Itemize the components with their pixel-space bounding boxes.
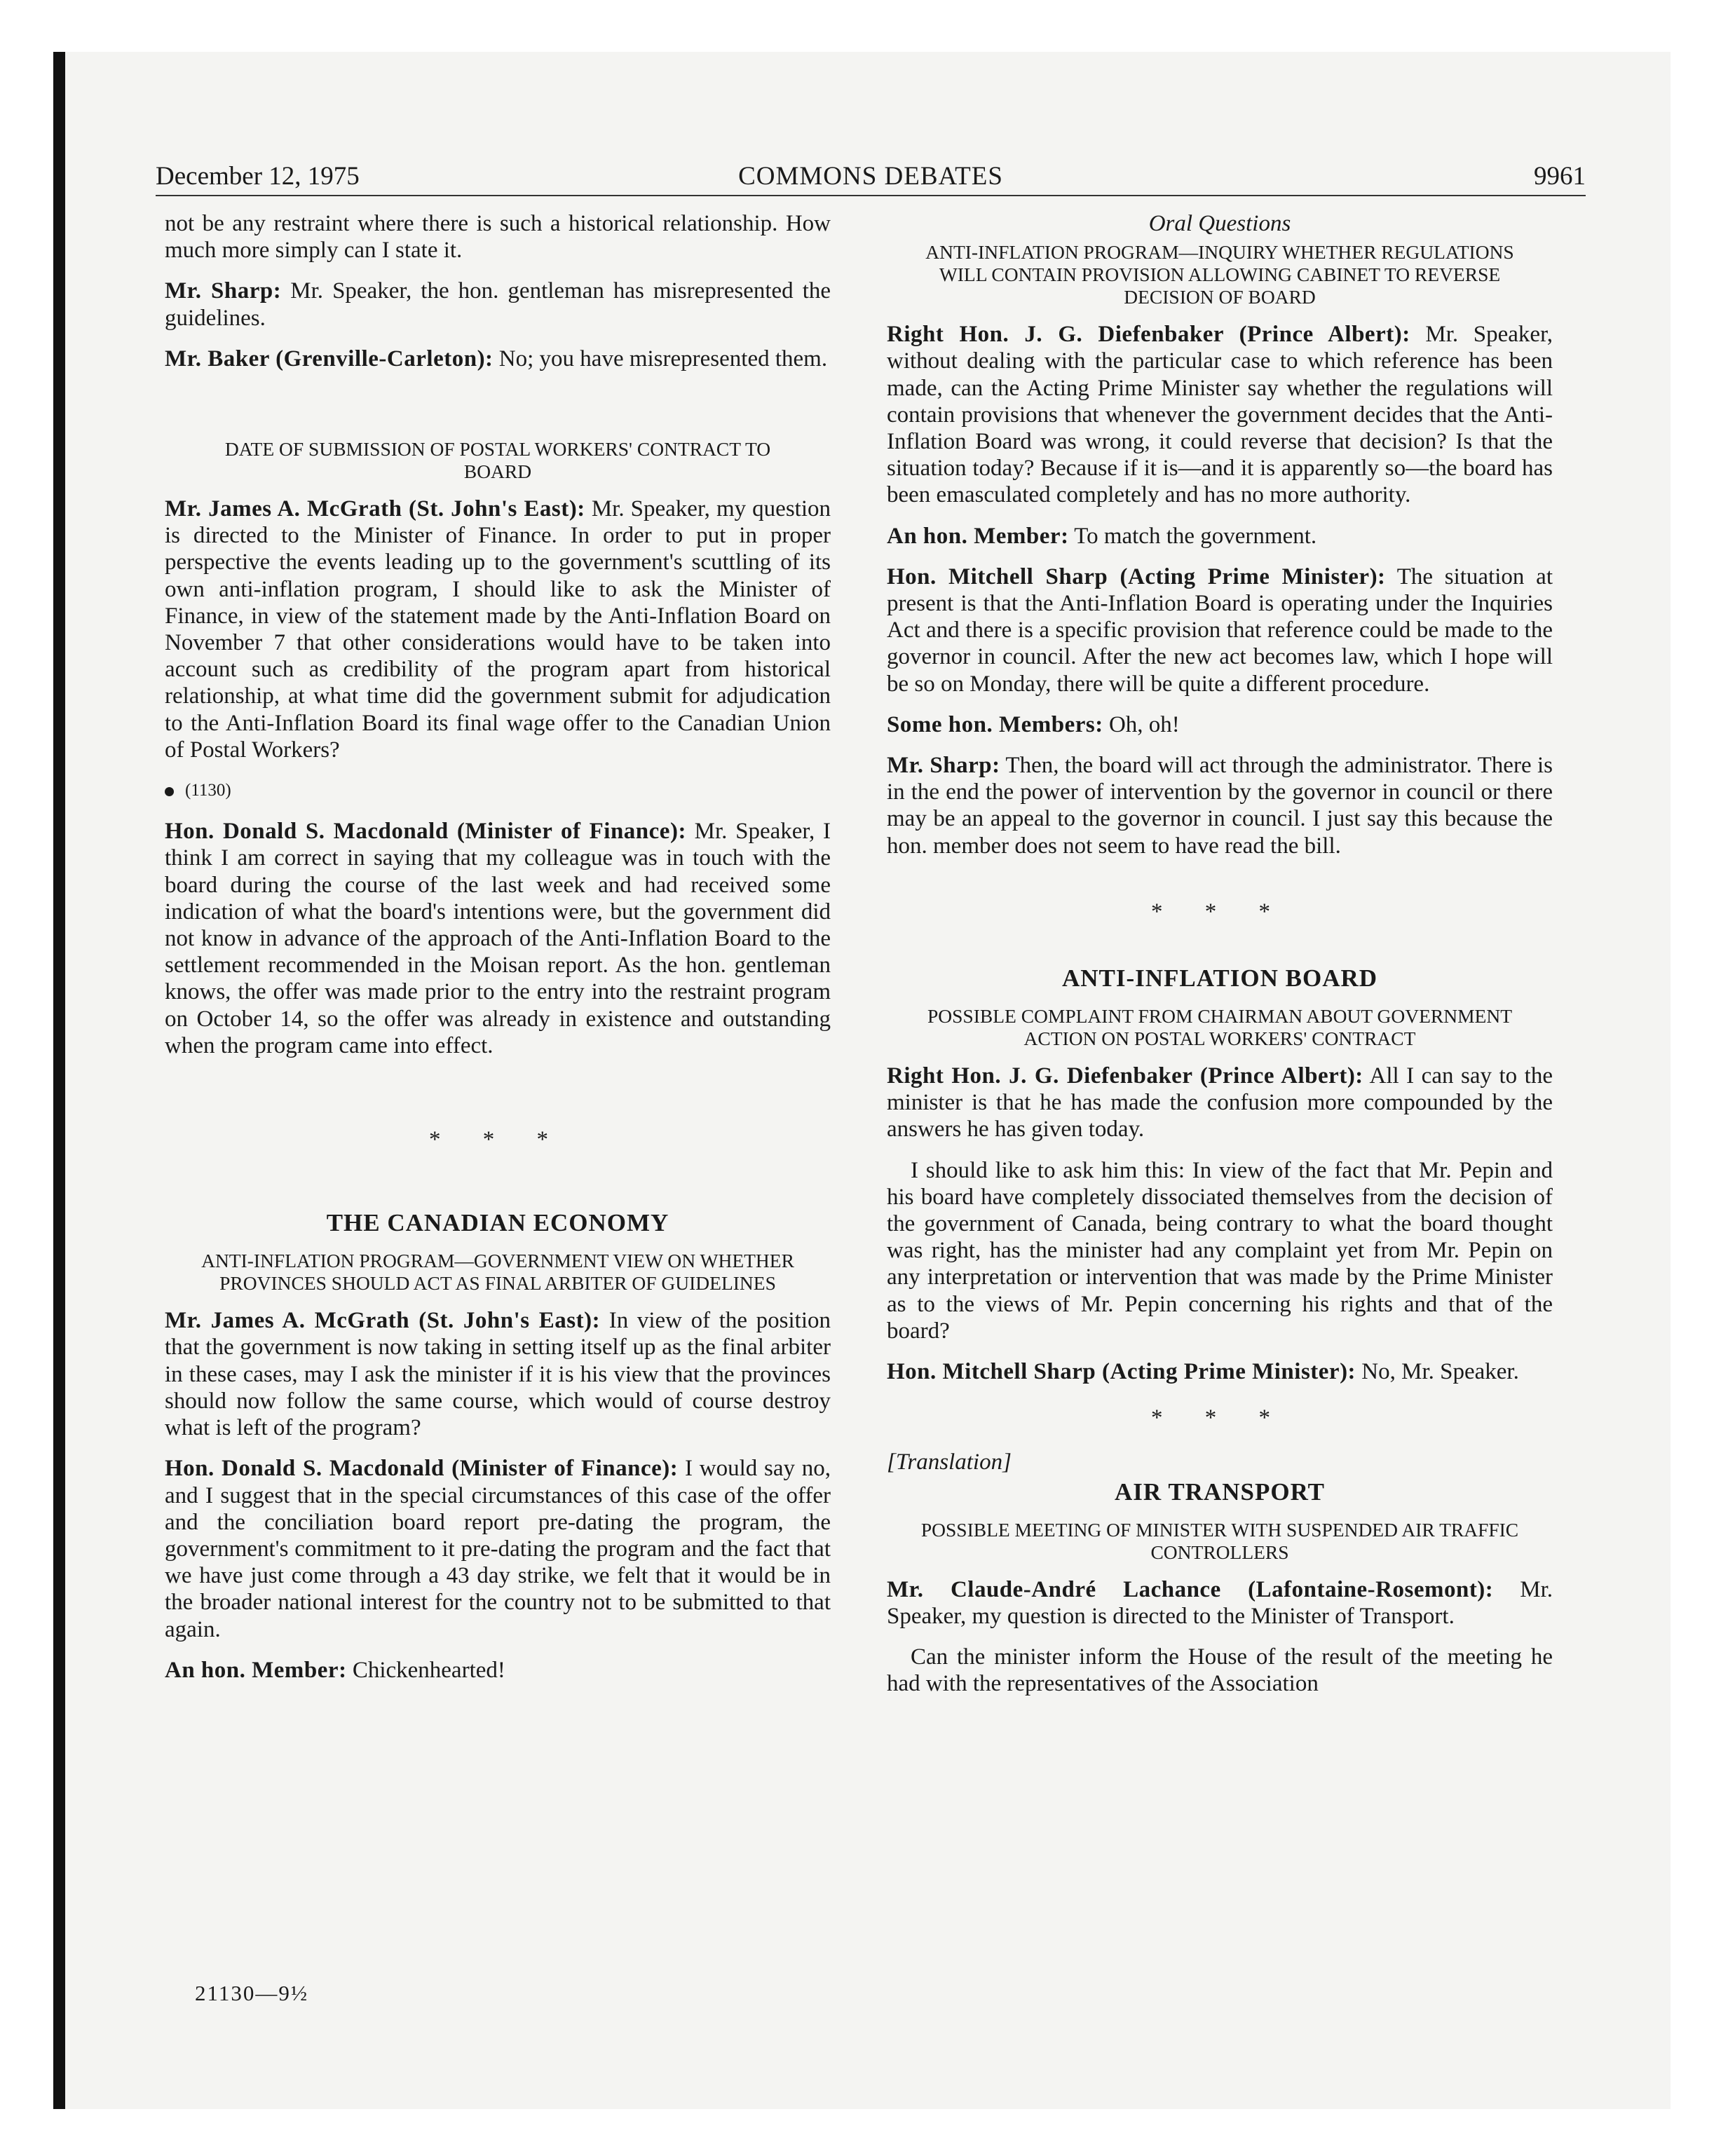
right-column bbox=[887, 210, 1553, 1712]
paragraph bbox=[165, 278, 831, 331]
paragraph bbox=[887, 1157, 1553, 1344]
time-marker-text: (1130) bbox=[185, 781, 231, 800]
paragraph bbox=[165, 346, 831, 372]
paragraph bbox=[165, 818, 831, 1059]
paragraph bbox=[887, 564, 1553, 697]
paragraph-text: Can the minister inform the House of the result of the meeting he had with the representatives of the Association bbox=[887, 1644, 1553, 1697]
paragraph-text: Mr. Speaker, I think I am correct in saying that my colleague was in touch with the board during the course of the last week and had received some indication of what the board's intentions were, but the government did not know in advance of the approach of the Anti-Inflation Board to the settlement recommended in the Moisan report. As the hon. gentleman knows, the offer was made prior to the entry into the restraint program on October 14, so the offer was already in existence and outstanding when the program came into effect. bbox=[165, 819, 831, 1058]
paragraph bbox=[165, 210, 831, 264]
paragraph-text: No; you have misrepresented them. bbox=[498, 346, 828, 371]
paragraph-text: Mr. Speaker, the hon. gentleman has misrepresented the guidelines. bbox=[165, 278, 831, 331]
speaker-name: An hon. Member: bbox=[887, 523, 1069, 549]
section-separator: * * * bbox=[429, 1127, 566, 1153]
header-date: December 12, 1975 bbox=[156, 162, 360, 191]
paragraph-text: Mr. Speaker, my question is directed to the Minister of Finance. In order to put in proper perspective the events leading up to the government's scuttling of its own anti-inflation program, I should like to ask the Minister of Finance, in view of the statement made by the Anti-Inflation Board on November 7 that other considerations would have to be taken into account such as credibility of the program apart from historical relationship, at what time did the government submit for adjudication to the Anti-Inflation Board its final wage offer to the Canadian Union of Postal Workers? bbox=[165, 496, 831, 763]
speaker-name: Right Hon. J. G. Diefenbaker (Prince Albert): bbox=[887, 1063, 1363, 1089]
paragraph-text: No, Mr. Speaker. bbox=[1361, 1359, 1519, 1385]
subheading: DATE OF SUBMISSION OF POSTAL WORKERS' CONTRACT TO BOARD bbox=[224, 438, 771, 483]
paragraph-text: Oh, oh! bbox=[1108, 711, 1180, 737]
page-header bbox=[156, 161, 1586, 189]
speaker-name: Mr. Sharp: bbox=[887, 753, 1000, 779]
paragraph bbox=[165, 1307, 831, 1441]
speaker-name: Hon. Mitchell Sharp (Acting Prime Minister): bbox=[887, 1359, 1356, 1385]
header-publication: COMMONS DEBATES bbox=[738, 162, 1003, 191]
paragraph-text: I should like to ask him this: In view of the fact that Mr. Pepin and his board have completely dissociated themselves from the decision of the government of Canada, being contrary to what the board thought was right, has the minister had any complaint yet from Mr. Pepin on any interpretation or intervention that was made by the Prime Minister as to the views of Mr. Pepin concerning his rights and that of the board? bbox=[887, 1157, 1553, 1344]
bullet-dot-icon bbox=[165, 787, 174, 796]
paragraph-text: The situation at present is that the Anti-Inflation Board is operating under the Inquiries Act and there is a specific provision that reference could be made to the governor in council. After the new act becomes law, which I hope will be so on Monday, there will be quite a different procedure. bbox=[887, 564, 1553, 697]
paragraph-text: To match the government. bbox=[1074, 523, 1317, 549]
header-page-number: 9961 bbox=[1534, 162, 1586, 191]
scan-edge bbox=[53, 52, 65, 2109]
speaker-name: Mr. James A. McGrath (St. John's East): bbox=[165, 1308, 601, 1334]
subheading: ANTI-INFLATION PROGRAM—INQUIRY WHETHER REGULATIONS WILL CONTAIN PROVISION ALLOWING CABINET TO REVERSE DECISION OF BOARD bbox=[925, 241, 1514, 308]
translation-note: [Translation] bbox=[887, 1449, 1012, 1475]
running-head: Oral Questions bbox=[1148, 211, 1291, 236]
speaker-name: An hon. Member: bbox=[165, 1657, 347, 1683]
section-heading: THE CANADIAN ECONOMY bbox=[326, 1209, 669, 1237]
speaker-name: Mr. Baker (Grenville-Carleton): bbox=[165, 346, 494, 371]
paragraph-text: Mr. Speaker, my question is directed to the Minister of Transport. bbox=[887, 1576, 1553, 1629]
paragraph bbox=[887, 1063, 1553, 1143]
paragraph bbox=[165, 1455, 831, 1642]
paragraph-text: not be any restraint where there is such a historical relationship. How much more simply can I state it. bbox=[165, 211, 831, 264]
paragraph bbox=[165, 1657, 831, 1684]
paragraph bbox=[887, 321, 1553, 508]
paragraph-text: Mr. Speaker, without dealing with the particular case to which reference has been made, can the Acting Prime Minister say whether the regulations will contain provisions that whenever the government decides that the Anti-Inflation Board was wrong, it could reverse that decision? Is that the situation today? Because if it is—and it is apparently so—the board has been emasculated completely and has no more authority. bbox=[887, 322, 1553, 508]
paragraph-text: Chickenhearted! bbox=[352, 1657, 505, 1683]
speaker-name: Hon. Donald S. Macdonald (Minister of Finance): bbox=[165, 1456, 679, 1482]
section-heading: ANTI-INFLATION BOARD bbox=[1061, 964, 1378, 992]
header-rule bbox=[156, 195, 1586, 196]
section-heading: AIR TRANSPORT bbox=[1115, 1478, 1325, 1506]
subheading: POSSIBLE COMPLAINT FROM CHAIRMAN ABOUT GOVERNMENT ACTION ON POSTAL WORKERS' CONTRACT bbox=[927, 1005, 1512, 1050]
subheading: ANTI-INFLATION PROGRAM—GOVERNMENT VIEW ON WHETHER PROVINCES SHOULD ACT AS FINAL ARBITER OF GUIDELINES bbox=[201, 1250, 794, 1295]
left-column bbox=[165, 210, 831, 1698]
subheading: POSSIBLE MEETING OF MINISTER WITH SUSPENDED AIR TRAFFIC CONTROLLERS bbox=[920, 1518, 1519, 1563]
speaker-name: Hon. Donald S. Macdonald (Minister of Finance): bbox=[165, 819, 686, 845]
paragraph bbox=[887, 1576, 1553, 1630]
speaker-name: Right Hon. J. G. Diefenbaker (Prince Albert): bbox=[887, 322, 1410, 348]
speaker-name: Hon. Mitchell Sharp (Acting Prime Minister): bbox=[887, 564, 1386, 589]
paragraph-text: All I can say to the minister is that he has made the confusion more compounded by the answers he has given today. bbox=[887, 1063, 1553, 1142]
footer-code: 21130—9½ bbox=[195, 1981, 309, 2005]
paragraph bbox=[887, 1358, 1553, 1385]
speaker-name: Some hon. Members: bbox=[887, 711, 1103, 737]
paragraph bbox=[887, 752, 1553, 859]
paragraph bbox=[887, 711, 1553, 738]
paragraph-text: In view of the position that the government is now taking in setting itself up as the final arbiter in these cases, may I ask the minister if it is his view that the provinces should now follow the same course, which would of course destroy what is left of the program? bbox=[165, 1308, 831, 1441]
paragraph bbox=[887, 1644, 1553, 1697]
speaker-name: Mr. James A. McGrath (St. John's East): bbox=[165, 496, 585, 522]
paragraph-text: I would say no, and I suggest that in the special circumstances of this case of the offer and the conciliation board report pre-dating the program, the government's commitment to it pre-dating the program and the fact that we have just come through a 43 day strike, we felt that it would be in the broader national interest for the country not to be submitted to that again. bbox=[165, 1456, 831, 1642]
paragraph bbox=[165, 496, 831, 763]
paragraph-text: Then, the board will act through the administrator. There is in the end the power of intervention by the governor in council or there may be an appeal to the governor in council. I just say this because the hon. member does not seem to have read the bill. bbox=[887, 753, 1553, 859]
time-marker bbox=[165, 777, 831, 804]
speaker-name: Mr. Sharp: bbox=[165, 278, 282, 304]
section-separator: * * * bbox=[1151, 899, 1288, 925]
section-separator: * * * bbox=[1151, 1405, 1288, 1431]
paragraph bbox=[887, 523, 1553, 550]
speaker-name: Mr. Claude-André Lachance (Lafontaine-Rosemont): bbox=[887, 1576, 1494, 1602]
